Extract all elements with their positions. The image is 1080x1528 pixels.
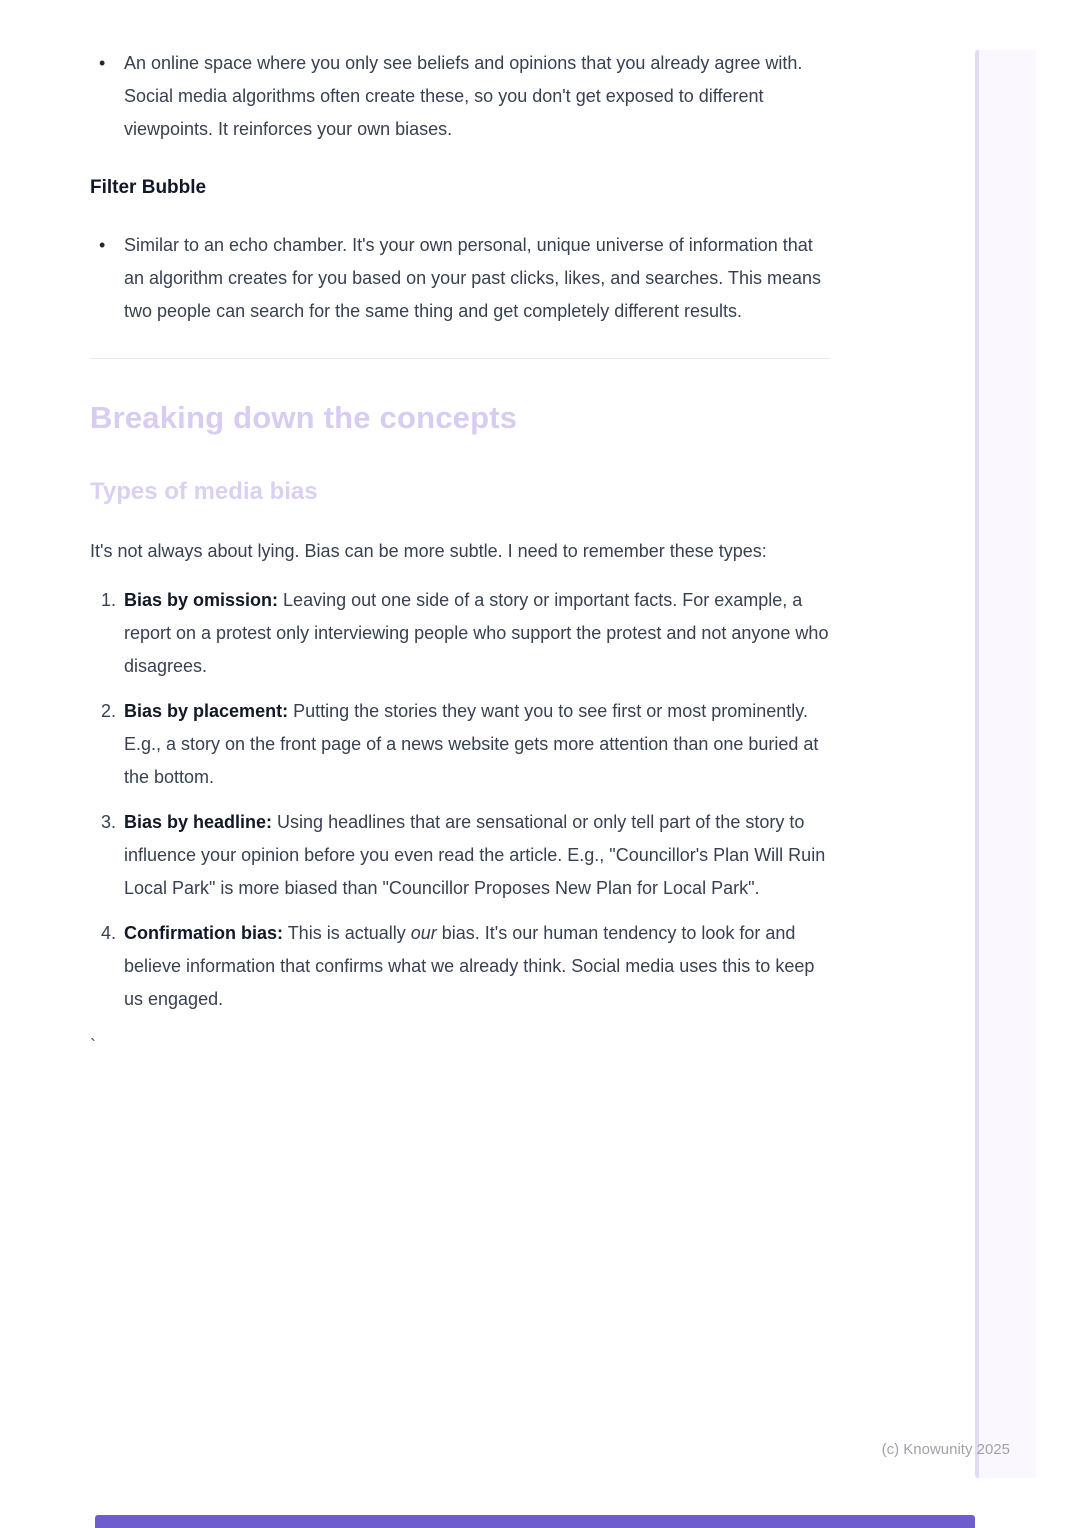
list-item [90,917,830,1016]
list-number: 2. [101,701,117,721]
filter-bubble-heading: Filter Bubble [90,177,207,198]
stray-backtick: ` [90,1036,96,1056]
bias-type-label: Bias by headline: [124,812,273,832]
list-number: 4. [101,923,117,943]
list-number: 3. [101,812,117,832]
bullet-icon: • [99,53,106,73]
footer-copyright: (c) Knowunity 2025 [881,1441,1010,1458]
filter-bubble-list [90,229,830,328]
bias-type-label: Bias by omission: [124,590,279,610]
bias-type-label: Confirmation bias: [124,923,284,943]
echo-chamber-list [90,47,830,146]
list-item [90,584,830,683]
list-item [90,229,830,328]
document-content [90,0,830,1063]
page-progress-bar [95,1515,975,1528]
bullet-icon: • [99,235,106,255]
subsection-heading: Types of media bias [90,478,318,505]
bias-type-text: Using headlines that are sensational or only tell part of the story to influence your opinion before you even read the article. E.g., "Councillor's Plan Will Ruin Local Park" is more biased than "Councillor Proposes New Plan for Local Park". [124,812,826,898]
bias-type-label: Bias by placement: [124,701,289,721]
filter-bubble-bullet-text: Similar to an echo chamber. It's your own personal, unique universe of information that an algorithm creates for you based on your past clicks, likes, and searches. This means two people can search for the same thing and get completely different results. [124,235,822,321]
bias-types-list [90,584,830,1016]
list-item [90,695,830,794]
section-heading: Breaking down the concepts [90,400,518,435]
bias-type-text: Leaving out one side of a story or important facts. For example, a report on a protest only interviewing people who support the protest and not anyone who disagrees. [124,590,829,676]
echo-chamber-bullet-text: An online space where you only see beliefs and opinions that you already agree with. Social media algorithms often create these, so you don't get exposed to different viewpoints. It reinforces your own biases. [124,53,803,139]
list-number: 1. [101,590,117,610]
bias-type-text: Putting the stories they want you to see first or most prominently. E.g., a story on the front page of a news website gets more attention than one buried at the bottom. [124,701,819,787]
list-item [90,806,830,905]
bias-type-italic: our [410,923,437,943]
bias-type-text: bias. It's our human tendency to look for and believe information that confirms what we already think. Social media uses this to keep us engaged. [124,923,815,1009]
intro-paragraph: It's not always about lying. Bias can be more subtle. I need to remember these types: [90,541,767,561]
scrollbar-track[interactable] [975,50,1036,1478]
bias-type-text: This is actually [283,923,411,943]
list-item [90,47,830,146]
section-divider [90,358,830,359]
